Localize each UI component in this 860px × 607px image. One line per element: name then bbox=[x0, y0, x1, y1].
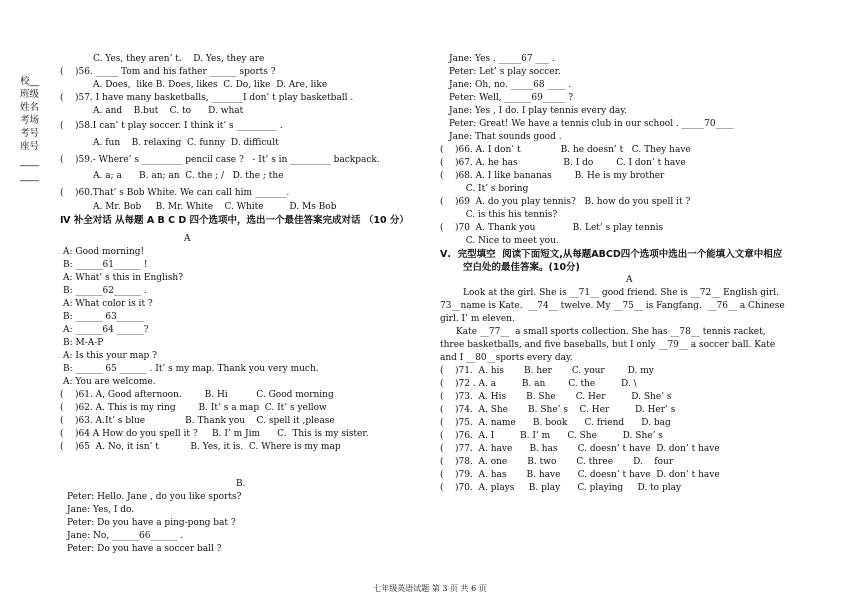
text-line: A. a; a B. an; an C. the ; / D. the ; the bbox=[93, 171, 284, 181]
text-line: ( )59.- Where’ s _________ pencil case ? - It’ s in _________ backpack. bbox=[60, 155, 380, 165]
text-line: ( )57. I have many basketballs, _______I don’ t play basketball . bbox=[60, 93, 354, 103]
dialogue-line: Peter: Do you have a soccer ball ? bbox=[67, 544, 222, 554]
passage-line: and I __80__sports every day. bbox=[440, 353, 573, 363]
dialogue-line: Jane: That sounds good . bbox=[449, 132, 562, 142]
dialogue-line: Jane: Yes . _____67 ___ . bbox=[449, 54, 555, 64]
dialogue-line: B: ______ 63______ bbox=[63, 312, 144, 322]
dialogue-line: Peter: Do you have a ping-pong bat ? bbox=[67, 518, 236, 528]
dialogue-line: A: What’ s this in English? bbox=[63, 273, 184, 283]
sidebar-line: 班级 bbox=[20, 89, 40, 100]
sidebar-line: ____ bbox=[20, 156, 39, 167]
section-heading-cont: 空白处的最佳答案。(10分) bbox=[463, 262, 580, 273]
sidebar-line: 姓名 bbox=[20, 102, 40, 113]
passage-line: girl. I’ m eleven. bbox=[440, 314, 515, 324]
section-heading: Ⅳ 补全对话 从每题 A B C D 四个选项中，选出一个最佳答案完成对话 （10 分） bbox=[60, 215, 409, 226]
sidebar-line: 考号 bbox=[20, 128, 40, 139]
dialogue-line: A: You are welcome. bbox=[63, 377, 156, 387]
passage-label: A bbox=[626, 275, 633, 285]
passage-line: Look at the girl. She is __71__ good friend. She is __72__ English girl. bbox=[463, 288, 779, 298]
dialogue-line: B: ______61______ ! bbox=[63, 260, 148, 270]
question-line: ( )63. A.It’ s blue B. Thank you C. spell it ,please bbox=[60, 416, 335, 426]
question-line: ( )72 . A. a B. an C. the D. \ bbox=[440, 379, 637, 389]
question-line: ( )77. A. have B. has C. doesn’ t have D. don’ t have bbox=[440, 444, 720, 454]
sidebar-line: 校__ bbox=[20, 76, 40, 87]
dialogue-label: B. bbox=[236, 479, 246, 489]
question-line: ( )64 A How do you spell it ? B. I’ m Jim C. This is my sister. bbox=[60, 429, 369, 439]
dialogue-line: A: ______64 ______? bbox=[63, 325, 149, 335]
question-line: ( )71. A. his B. her C. your D. my bbox=[440, 366, 654, 376]
text-line: ( )60.That’ s Bob White. We can call him _______. bbox=[60, 188, 290, 198]
dialogue-line: Peter: Hello. Jane , do you like sports? bbox=[67, 492, 242, 502]
question-line: ( )74. A. She B. She’ s C. Her D. Her’ s bbox=[440, 405, 676, 415]
dialogue-line: Peter: Great! We have a tennis club in our school . _____70____ bbox=[449, 119, 734, 129]
question-line: ( )76. A. I B. I’ m C. She D. She’ s bbox=[440, 431, 663, 441]
dialogue-line: Jane: No, ______66______ . bbox=[67, 531, 184, 541]
sidebar-line: 考场 bbox=[20, 115, 40, 126]
text-line: ( )58.I can’ t play soccer. I think it’ s _________ . bbox=[60, 121, 283, 131]
text-line: A. fun B. relaxing C. funny D. difficult bbox=[93, 138, 279, 148]
sidebar-line: ____ bbox=[20, 171, 39, 182]
text-line: A. Does, like B. Does, likes C. Do, like D. Are, like bbox=[93, 80, 328, 90]
text-line: A. Mr. Bob B. Mr. White C. White D. Ms Bob bbox=[93, 202, 337, 212]
text-line: A. and B.but C. to D. what bbox=[93, 106, 244, 116]
sidebar-line: 座号 bbox=[20, 141, 40, 152]
question-line: ( )70 A. Thank you B. Let’ s play tennis bbox=[440, 223, 664, 233]
question-line: C. Nice to meet you. bbox=[440, 236, 559, 246]
question-line: ( )68. A. I like bananas B. He is my brother bbox=[440, 171, 665, 181]
question-line: ( )66. A. I don’ t B. he doesn’ t C. They have bbox=[440, 145, 691, 155]
question-line: ( )73. A. His B. She C. Her D. She’ s bbox=[440, 392, 672, 402]
text-line: C. Yes, they aren’ t. D. Yes, they are bbox=[93, 54, 265, 64]
question-line: ( )70. A. plays B. play C. playing D. to play bbox=[440, 483, 682, 493]
dialogue-line: B: ______62______ . bbox=[63, 286, 147, 296]
dialogue-label: A bbox=[184, 234, 191, 244]
question-line: ( )65 A. No, it isn’ t B. Yes, it is. C. Where is my map bbox=[60, 442, 341, 452]
dialogue-line: Peter: Let’ s play soccer. bbox=[449, 67, 561, 77]
passage-line: 73__name is Kate. __74__ twelve. My __75__ is Fangfang. __76__ a Chinese bbox=[440, 301, 785, 311]
dialogue-line: Jane: Yes, I do. bbox=[67, 505, 135, 515]
dialogue-line: Jane: Oh, no. _____68 ____ . bbox=[449, 80, 572, 90]
question-line: ( )62. A. This is my ring B. It’ s a map C. It’ s yellow bbox=[60, 403, 327, 413]
passage-line: three basketballs, and five baseballs, but I only __79__ a soccer ball. Kate bbox=[440, 340, 776, 350]
question-line: ( )79. A. has B. have C. doesn’ t have D. don’ t have bbox=[440, 470, 720, 480]
dialogue-line: B: M-A-P bbox=[63, 338, 104, 348]
dialogue-line: Peter: Well, ______69_____ ? bbox=[449, 93, 574, 103]
question-line: C. It’ s boring bbox=[440, 184, 529, 194]
dialogue-line: A: Is this your map ? bbox=[63, 351, 158, 361]
text-line: ( )56. _____ Tom and his father ______ sports ? bbox=[60, 67, 276, 77]
question-line: ( )78. A. one B. two C. three D. four bbox=[440, 457, 674, 467]
dialogue-line: A: Good morning! bbox=[63, 247, 145, 257]
question-line: ( )61. A, Good afternoon. B. Hi C. Good morning bbox=[60, 390, 334, 400]
question-line: C. is this his tennis? bbox=[440, 210, 558, 220]
page-footer: 七年级英语试题 第 3 页 共 6 页 bbox=[373, 584, 487, 593]
question-line: ( )69 A. do you play tennis? B. how do you spell it ? bbox=[440, 197, 691, 207]
dialogue-line: A: What color is it ? bbox=[63, 299, 153, 309]
section-heading: Ⅴ. 完型填空 阅读下面短文,从每题ABCD四个选项中选出一个能填入文章中相应 bbox=[440, 249, 783, 260]
dialogue-line: B: ______ 65 ______ . It’ s my map. Thank you very much. bbox=[63, 364, 319, 374]
question-line: ( )67. A. he has B. I do C. I don’ t have bbox=[440, 158, 686, 168]
dialogue-line: Jane: Yes , I do. I play tennis every day. bbox=[449, 106, 627, 116]
passage-line: Kate __77__ a small sports collection. She has __78__ tennis racket, bbox=[456, 327, 766, 337]
question-line: ( )75. A. name B. book C. friend D. bag bbox=[440, 418, 671, 428]
